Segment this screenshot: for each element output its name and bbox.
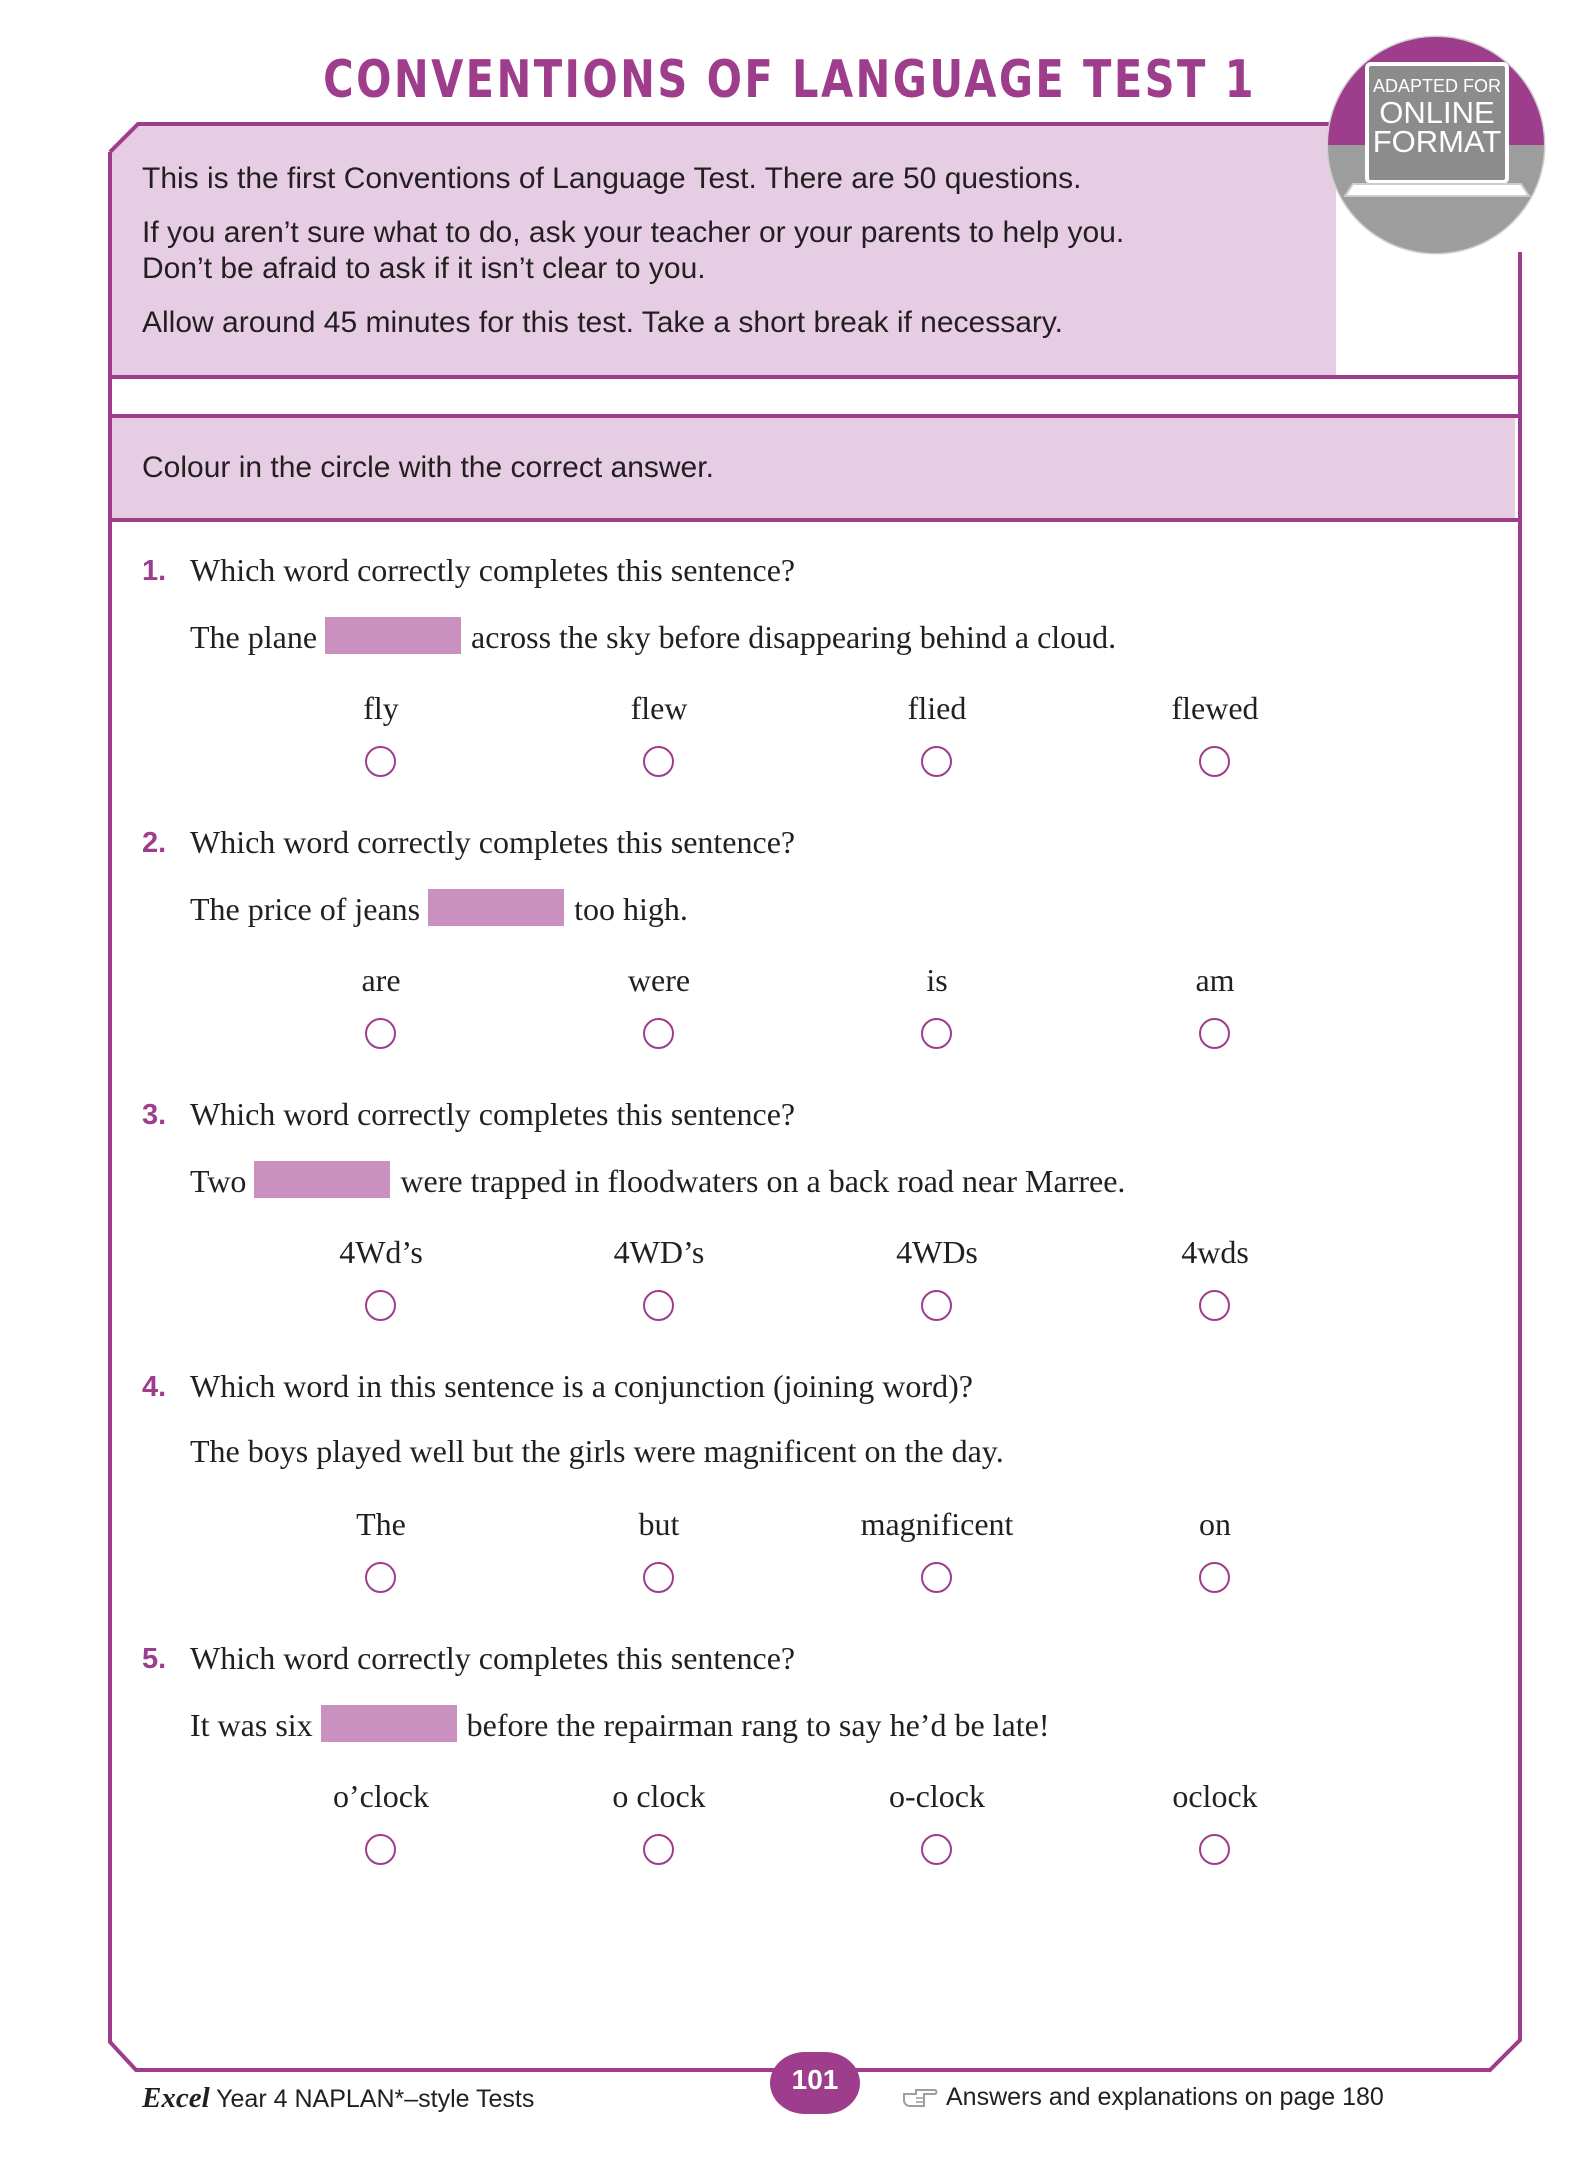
option-label: are (361, 962, 401, 998)
answer-radio[interactable] (643, 1290, 674, 1321)
answer-radio[interactable] (643, 746, 674, 777)
intro-line-4: Allow around 45 minutes for this test. Take a short break if necessary. (142, 306, 1064, 339)
question-number: 4. (142, 1371, 167, 1403)
sentence-before: The plane (190, 619, 318, 655)
option-label: oclock (1172, 1778, 1258, 1814)
option-label: 4Wd’s (339, 1234, 423, 1270)
answer-radio[interactable] (921, 1018, 952, 1049)
answer-radio[interactable] (365, 1290, 396, 1321)
intro-line-2: If you aren’t sure what to do, ask your teacher or your parents to help you. (142, 216, 1125, 249)
answer-radio[interactable] (643, 1562, 674, 1593)
instruction-text: Colour in the circle with the correct answer. (142, 451, 714, 484)
option-label: but (638, 1506, 680, 1542)
answer-radio[interactable] (921, 1834, 952, 1865)
question-text: Which word correctly completes this sentence? (190, 1096, 796, 1132)
question-number: 2. (142, 827, 167, 859)
badge-line3: FORMAT (1372, 124, 1502, 159)
sentence-before: The price of jeans (190, 891, 421, 927)
sentence-after: too high. (574, 891, 688, 927)
badge-line1: ADAPTED FOR (1372, 76, 1501, 96)
question-text: Which word correctly completes this sentence? (190, 1640, 796, 1676)
answer-radio[interactable] (1199, 1562, 1230, 1593)
answer-radio[interactable] (921, 1290, 952, 1321)
answer-blank (321, 1705, 457, 1742)
option-label: flewed (1171, 690, 1259, 726)
answer-radio[interactable] (1199, 1834, 1230, 1865)
page-title: CONVENTIONS OF LANGUAGE TEST 1 (323, 50, 1257, 110)
option-label: am (1195, 962, 1235, 998)
sentence-after: before the repairman rang to say he’d be late! (466, 1707, 1050, 1743)
answer-blank (428, 889, 564, 926)
question-text: Which word correctly completes this sentence? (190, 824, 796, 860)
answer-radio[interactable] (1199, 1290, 1230, 1321)
answer-radio[interactable] (365, 746, 396, 777)
option-label: 4WD’s (613, 1234, 705, 1270)
question-sentence (190, 889, 688, 928)
hand-pointer-icon (902, 2084, 938, 2110)
footer-book-title (142, 2082, 534, 2115)
option-label: o’clock (333, 1778, 429, 1814)
sentence-before: It was six (190, 1707, 313, 1743)
option-label: is (926, 962, 948, 998)
badge-line2: ONLINE (1379, 95, 1495, 130)
option-label: flied (907, 690, 967, 726)
answer-blank (325, 617, 461, 654)
brand-name: Excel (142, 2082, 210, 2114)
answer-radio[interactable] (365, 1018, 396, 1049)
answer-radio[interactable] (365, 1562, 396, 1593)
answer-radio[interactable] (365, 1834, 396, 1865)
answer-radio[interactable] (921, 746, 952, 777)
question-sentence (190, 617, 1116, 656)
answer-radio[interactable] (1199, 1018, 1230, 1049)
option-label: fly (363, 690, 399, 726)
page-number: 101 (770, 2052, 860, 2114)
option-label: were (627, 962, 691, 998)
answer-radio[interactable] (921, 1562, 952, 1593)
answer-radio[interactable] (643, 1018, 674, 1049)
question-sentence: The boys played well but the girls were magnificent on the day. (190, 1433, 1004, 1469)
sentence-before: Two (190, 1163, 247, 1199)
question-number: 1. (142, 555, 167, 587)
question-text: Which word correctly completes this sentence? (190, 552, 796, 588)
sentence-after: were trapped in floodwaters on a back road near Marree. (400, 1163, 1126, 1199)
question-sentence (190, 1705, 1049, 1744)
sentence-after: across the sky before disappearing behind a cloud. (471, 619, 1117, 655)
answers-reference[interactable]: Answers and explanations on page 180 (946, 2083, 1384, 2111)
option-label: on (1199, 1506, 1231, 1542)
intro-line-3: Don’t be afraid to ask if it isn’t clear to you. (142, 252, 706, 285)
option-label: flew (630, 690, 688, 726)
answer-radio[interactable] (643, 1834, 674, 1865)
question-number: 5. (142, 1643, 167, 1675)
option-label: 4wds (1181, 1234, 1249, 1270)
option-label: The (356, 1506, 406, 1542)
intro-line-1: This is the first Conventions of Language Test. There are 50 questions. (142, 162, 1082, 195)
option-label: 4WDs (896, 1234, 978, 1270)
question-text: Which word in this sentence is a conjunction (joining word)? (190, 1368, 973, 1404)
book-name: Year 4 NAPLAN*–style Tests (209, 2085, 535, 2113)
option-label: magnificent (860, 1506, 1014, 1542)
question-sentence (190, 1161, 1125, 1200)
option-label: o-clock (889, 1778, 985, 1814)
answer-radio[interactable] (1199, 746, 1230, 777)
answer-blank (254, 1161, 390, 1198)
question-number: 3. (142, 1099, 167, 1131)
option-label: o clock (612, 1778, 706, 1814)
